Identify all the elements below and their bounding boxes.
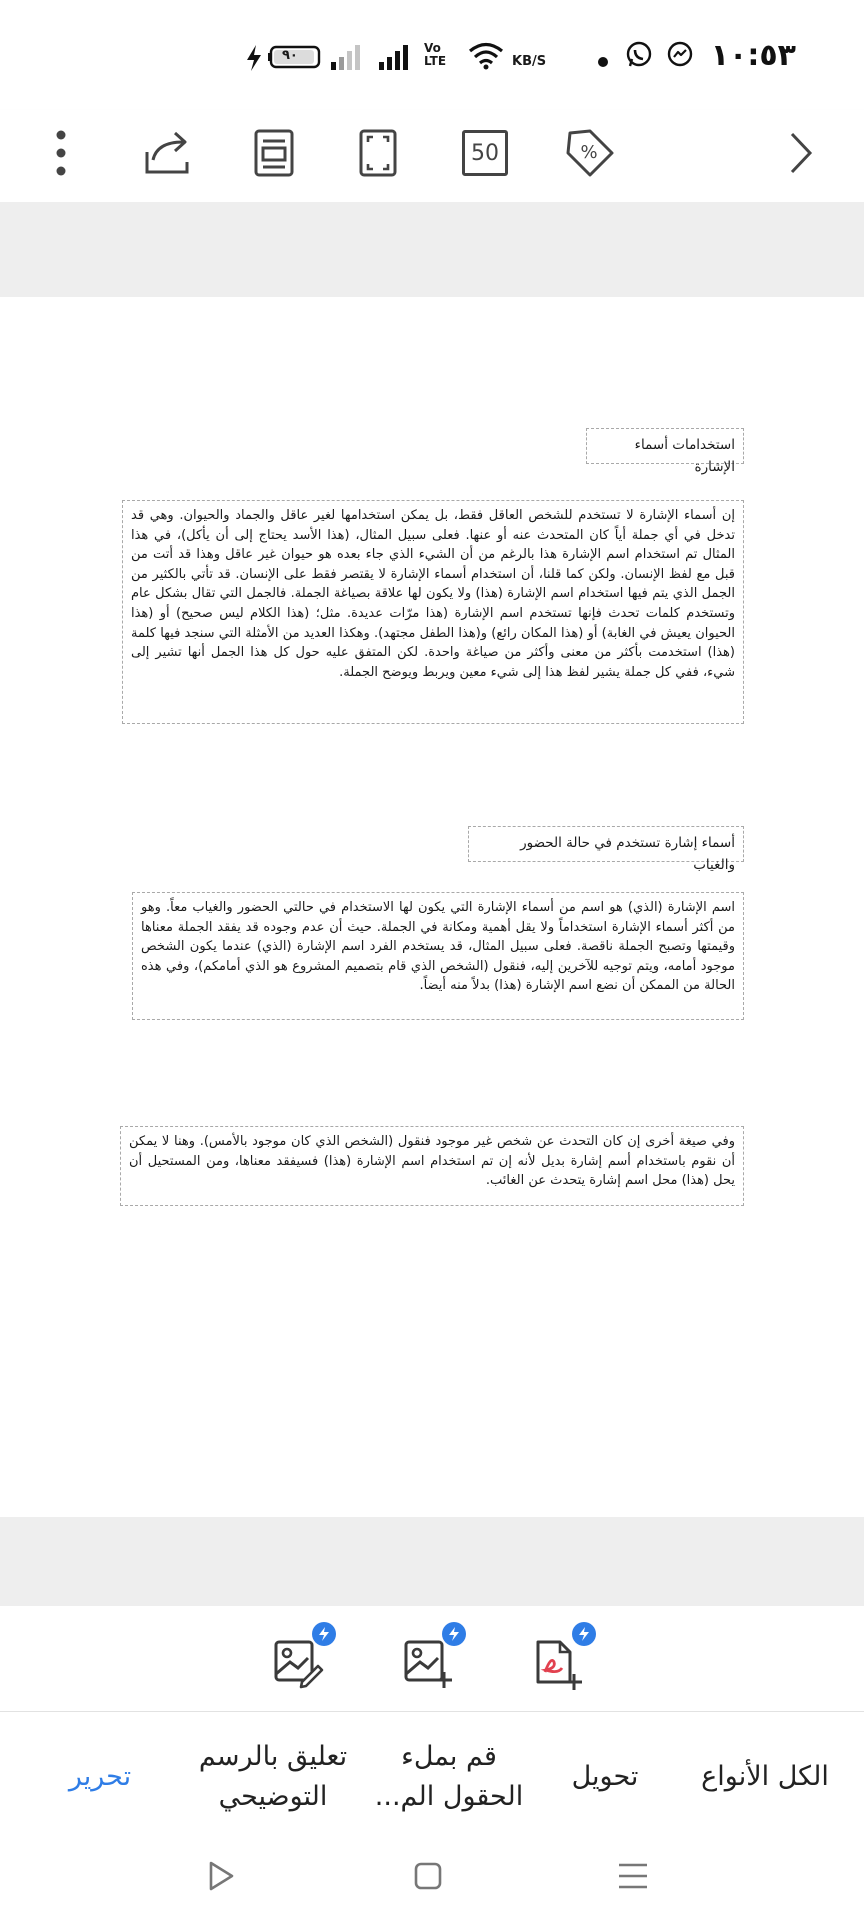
zoom-value: 50 [462, 130, 508, 176]
tab-fill-fields-line-1: قم بملء [401, 1741, 497, 1772]
premium-badge-icon [312, 1622, 336, 1646]
tab-convert[interactable] [550, 1712, 660, 1842]
heading-presence-absence: أسماء إشارة تستخدم في حالة الحضور والغياب [520, 835, 735, 873]
more-vertical-icon[interactable] [26, 118, 96, 188]
status-time: ١٠:٥٣ [710, 38, 796, 73]
signal-weak-icon [330, 44, 364, 74]
text-field-heading-1[interactable] [586, 428, 744, 475]
document-gap-bottom [0, 1517, 864, 1606]
tab-annotate-drawing[interactable] [188, 1712, 358, 1842]
text-field-paragraph-1[interactable] [122, 500, 744, 724]
share-icon[interactable] [133, 118, 203, 188]
tag-discount-icon[interactable] [555, 118, 625, 188]
home-icon[interactable] [393, 1846, 463, 1906]
tab-all-types[interactable] [690, 1712, 840, 1842]
network-speed: KB/S [512, 54, 547, 69]
battery-level: ٩٠ [282, 48, 298, 63]
zoom-icon[interactable] [450, 118, 520, 188]
wifi-icon [468, 42, 504, 74]
chevron-right-icon[interactable] [766, 118, 836, 188]
tab-all-types-label: الكل الأنواع [701, 1761, 829, 1792]
text-field-paragraph-2[interactable] [132, 892, 744, 1020]
image-add-icon[interactable] [388, 1620, 468, 1700]
heading-usage: استخدامات أسماء الإشارة [634, 437, 735, 475]
text-field-heading-2[interactable] [468, 826, 744, 873]
volte-label: Vo LTE [424, 41, 447, 68]
whatsapp-icon [624, 40, 654, 74]
tab-annotate-line-2: التوضيحي [218, 1781, 328, 1812]
fit-screen-icon[interactable] [343, 118, 413, 188]
charging-icon [244, 44, 264, 76]
paragraph-presence-absence: اسم الإشارة (الذي) هو اسم من أسماء الإشارة التي يكون لها الاستخدام في حالتي الحضور والغياب معاً. وهو من أكثر أسماء الإشارة استخداماً ولا يقل أهمية ومكانة في الجملة. حيث أن عدم وجوده قد يفقد الجملة معناها وقيمتها وتصبح الجملة ناقصة. فعلى سبيل المثال، قد يستخدم الفرد اسم الإشارة (الذي) عندما يكون الشخص موجود أمامه، ويتم توجيه للآخرين إليه، فنقول (الشخص الذي قام بتصميم المشروع هو الذي أمامكم)، وفي هذه الحالة من الممكن أن نضع اسم الإشارة (هذا) بدلاً منه أيضاً. [141, 900, 735, 994]
page-layout-icon[interactable] [239, 118, 309, 188]
paragraph-usage: إن أسماء الإشارة لا تستخدم للشخص العاقل فقط، بل يمكن استخدامها لغير عاقل والجماد والحيوان. وهي قد تدخل في أي جملة أياً كان المتحدث عنه أو عنها. فعلى سبيل المثال، (هذا الأسد يحتاج إلى أن يأكل)، في هذا المثال تم استخدام اسم الإشارة هذا بالرغم من أن الشيء الذي جاء بعده هو حيوان غير عاقل وهذا قد أتت من قبل مع لفظ الإنسان. ولكن كما قلنا، أن استخدام أسماء الإشارة لا يقتصر فقط على الإنسان. قد تأتي بالكثير من الجمل الذي يتم فيها استخدام اسم الإشارة (هذا) ولا يكون لها علاقة بصياغة الجملة. فالجمل التي تقال بشكل عام وتستخدم كلمات تحدث فإنها تستخدم اسم الإشارة (هذا مرّات عديدة. مثل؛ (هذا الكلام ليس صحيح) أو (هذا الحيوان يعيش في الغابة) أو (هذا المكان رائع) و(هذا الطفل مجتهد). وهكذا العديد من الأمثلة التي سنجد فيها كلمة (هذا) استخدمت بأكثر من معنى وأكثر من صياغة واحدة. لكن المتفق عليه حول كل هذا الجمل أنها تشير إلى شيء، ففي كل جملة يشير لفظ هذا إلى شيء معين ويربط ويوضح الجملة. [131, 508, 735, 680]
premium-badge-icon [442, 1622, 466, 1646]
premium-badge-icon [572, 1622, 596, 1646]
tab-edit-label: تحرير [68, 1761, 132, 1792]
volte-icon [424, 42, 454, 68]
toolbar [0, 110, 864, 202]
document-gap-top [0, 202, 864, 297]
recents-icon[interactable] [598, 1846, 668, 1906]
quick-actions [0, 1606, 864, 1712]
pdf-page [0, 297, 864, 1517]
text-field-paragraph-3[interactable] [120, 1126, 744, 1206]
signal-icon [378, 44, 412, 74]
messenger-icon [666, 40, 694, 72]
tab-fill-fields[interactable] [364, 1712, 534, 1842]
tab-annotate-line-1: تعليق بالرسم [198, 1741, 348, 1772]
pdf-add-icon[interactable] [518, 1620, 598, 1700]
battery-icon [268, 44, 324, 74]
paragraph-absent-person: وفي صيغة أخرى إن كان التحدث عن شخص غير موجود فنقول (الشخص الذي كان موجود بالأمس). وهنا لا يمكن أن نقوم باستخدام أسم إشارة بديل لأنه إن تم استخدام اسم الإشارة (هذا) فسيفقد معناها، ومن المستحيل أن يحل (هذا) محل اسم إشارة يتحدث عن الغائب. [129, 1134, 735, 1189]
system-navigation-bar [0, 1842, 864, 1920]
tab-convert-label: تحويل [571, 1761, 639, 1792]
status-bar [0, 0, 864, 110]
tab-fill-fields-line-2: الحقول الم... [374, 1781, 524, 1812]
svg-text:%: % [580, 142, 598, 163]
back-icon[interactable] [186, 1846, 256, 1906]
bottom-tab-bar [0, 1712, 864, 1842]
image-edit-icon[interactable] [258, 1620, 338, 1700]
tab-edit[interactable] [50, 1712, 150, 1842]
notification-dot-icon [598, 52, 608, 71]
